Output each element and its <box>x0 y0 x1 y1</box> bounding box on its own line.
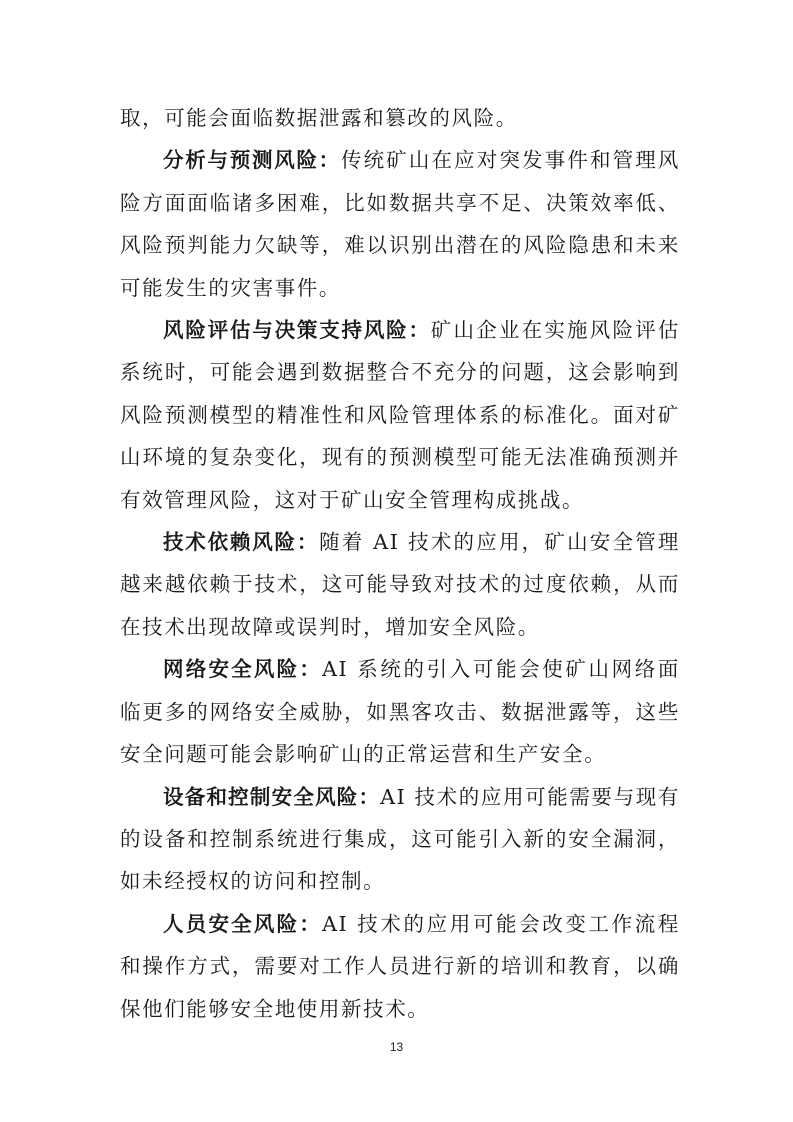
paragraph-risk-assessment-risk <box>120 309 680 521</box>
paragraph-heading: 技术依赖风险： <box>163 530 320 555</box>
paragraph-heading: 网络安全风险： <box>163 657 323 682</box>
paragraph-text: AI 技术的应用可能需要与现有的设备和控制系统进行集成，这可能引入新的安全漏洞，如未经授权的访问和控制。 <box>120 784 680 894</box>
paragraph-personnel-safety-risk <box>120 903 680 1030</box>
paragraph-analysis-prediction-risk <box>120 139 680 309</box>
paragraph-equipment-control-risk <box>120 776 680 903</box>
paragraph-network-security-risk <box>120 648 680 775</box>
paragraph-text: 随着 AI 技术的应用，矿山安全管理越来越依赖于技术，这可能导致对技术的过度依赖，从而在技术出现故障或误判时，增加安全风险。 <box>120 530 680 639</box>
paragraph-heading: 风险评估与决策支持风险： <box>163 318 431 343</box>
paragraph-technology-dependency-risk <box>120 521 680 648</box>
paragraph-text: AI 技术的应用可能会改变工作流程和操作方式，需要对工作人员进行新的培训和教育，以确保他们能够安全地使用新技术。 <box>120 911 680 1021</box>
continuation-paragraph: 取，可能会面临数据泄露和篡改的风险。 <box>120 106 518 130</box>
paragraph-text: AI 系统的引入可能会使矿山网络面临更多的网络安全威胁，如黑客攻击、数据泄露等，这些安全问题可能会影响矿山的正常运营和生产安全。 <box>120 657 680 767</box>
paragraph-text: 传统矿山在应对突发事件和管理风险方面面临诸多困难，比如数据共享不足、决策效率低、风险预判能力欠缺等，难以识别出潜在的风险隐患和未来可能发生的灾害事件。 <box>120 148 681 300</box>
paragraph-heading: 人员安全风险： <box>163 911 323 936</box>
paragraph-text: 矿山企业在实施风险评估系统时，可能会遇到数据整合不充分的问题，这会影响到风险预测模型的精准性和风险管理体系的标准化。面对矿山环境的复杂变化，现有的预测模型可能无法准确预测并有效管理风险，这对于矿山安全管理构成挑战。 <box>120 318 680 512</box>
page-number: 13 <box>389 1040 404 1054</box>
paragraph-heading: 分析与预测风险： <box>163 148 341 173</box>
document-body <box>120 97 680 1030</box>
paragraph-heading: 设备和控制安全风险： <box>163 784 381 809</box>
